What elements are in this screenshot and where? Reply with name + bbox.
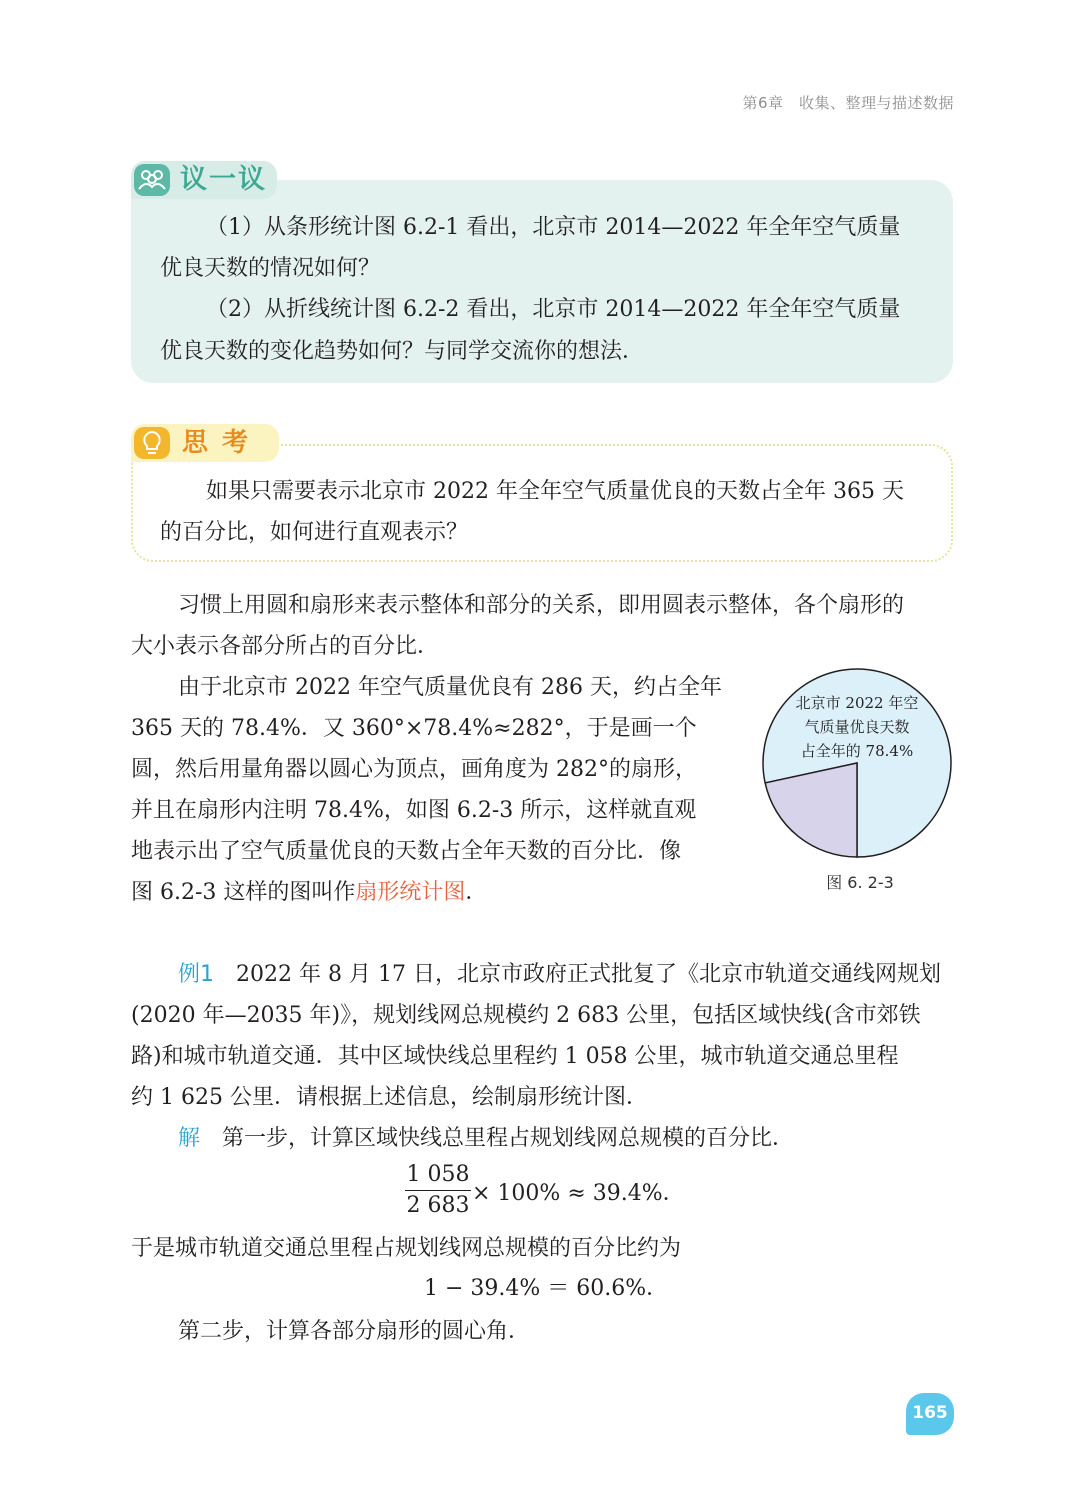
explain-line6 xyxy=(131,872,487,913)
example-line3: 路)和城市轨道交通．其中区域快线总里程约 1 058 公里，城市轨道交通总里程 xyxy=(131,1044,899,1069)
pie-label-line2: 气质量优良天数 xyxy=(804,718,910,736)
people-group-icon xyxy=(134,164,170,196)
think-line1: 如果只需要表示北京市 2022 年全年空气质量优良的天数占全年 365 天 xyxy=(206,479,904,504)
explain-line3: 圆，然后用量角器以圆心为顶点，画角度为 282°的扇形， xyxy=(131,757,697,782)
explain-line6-post: ． xyxy=(465,880,488,905)
lightbulb-icon xyxy=(134,427,170,459)
pie-label-line1: 北京市 2022 年空 xyxy=(795,694,919,712)
fraction-numerator: 1 058 xyxy=(405,1160,471,1191)
explain-line4: 并且在扇形内注明 78.4%，如图 6.2-3 所示，这样就直观 xyxy=(131,798,697,823)
example-line1-text: 2022 年 8 月 17 日，北京市政府正式批复了《北京市轨道交通线网规划 xyxy=(236,962,941,987)
solution-step1 xyxy=(178,1118,794,1159)
explain-line1: 由于北京市 2022 年空气质量优良有 286 天，约占全年 xyxy=(178,675,722,700)
pie-caption: 图 6. 2-3 xyxy=(826,873,894,892)
example-line4: 约 1 625 公里．请根据上述信息，绘制扇形统计图． xyxy=(131,1085,648,1110)
chapter-header: 第6章 收集、整理与描述数据 xyxy=(742,94,954,112)
discuss-q1-line1: （1）从条形统计图 6.2-1 看出，北京市 2014—2022 年全年空气质量 xyxy=(206,215,901,240)
example-line2: (2020 年—2035 年)》，规划线网总规模约 2 683 公里，包括区域快线(含市郊铁 xyxy=(131,1003,921,1028)
page-number: 165 xyxy=(906,1393,954,1435)
discuss-q2-line1: （2）从折线统计图 6.2-2 看出，北京市 2014—2022 年全年空气质量 xyxy=(206,297,901,322)
intro-line2: 大小表示各部分所占的百分比． xyxy=(131,634,440,659)
fraction-result: × 100% ≈ 39.4%． xyxy=(472,1181,685,1206)
intro-line1: 习惯上用圆和扇形来表示整体和部分的关系，即用圆表示整体，各个扇形的 xyxy=(178,593,905,618)
pie-chart xyxy=(760,666,954,860)
example-line1 xyxy=(178,954,941,995)
explain-line6-pre: 图 6.2-3 这样的图叫作 xyxy=(131,880,356,905)
discuss-q1-line2: 优良天数的情况如何？ xyxy=(160,256,381,281)
explain-line2: 365 天的 78.4%．又 360°×78.4%≈282°，于是画一个 xyxy=(131,716,697,741)
term-pie-chart: 扇形统计图 xyxy=(355,880,466,905)
solution-step1-text: 第一步，计算区域快线总里程占规划线网总规模的百分比． xyxy=(222,1126,795,1151)
pie-label-line3: 占全年的 78.4% xyxy=(800,742,914,760)
solution-then: 于是城市轨道交通总里程占规划线网总规模的百分比约为 xyxy=(131,1236,682,1261)
fraction-denominator: 2 683 xyxy=(406,1193,470,1218)
solution-label: 解 xyxy=(178,1126,201,1151)
fraction xyxy=(405,1160,471,1221)
solution-calc2: 1 − 39.4% ＝ 60.6%． xyxy=(424,1276,669,1301)
discuss-title: 议一议 xyxy=(180,164,267,195)
solution-step2: 第二步，计算各部分扇形的圆心角． xyxy=(178,1319,531,1344)
example-label: 例1 xyxy=(178,962,214,987)
discuss-q2-line2: 优良天数的变化趋势如何？与同学交流你的想法． xyxy=(160,339,645,364)
explain-line5: 地表示出了空气质量优良的天数占全年天数的百分比．像 xyxy=(131,839,682,864)
think-title: 思考 xyxy=(182,428,263,458)
think-line2: 的百分比，如何进行直观表示？ xyxy=(160,520,469,545)
